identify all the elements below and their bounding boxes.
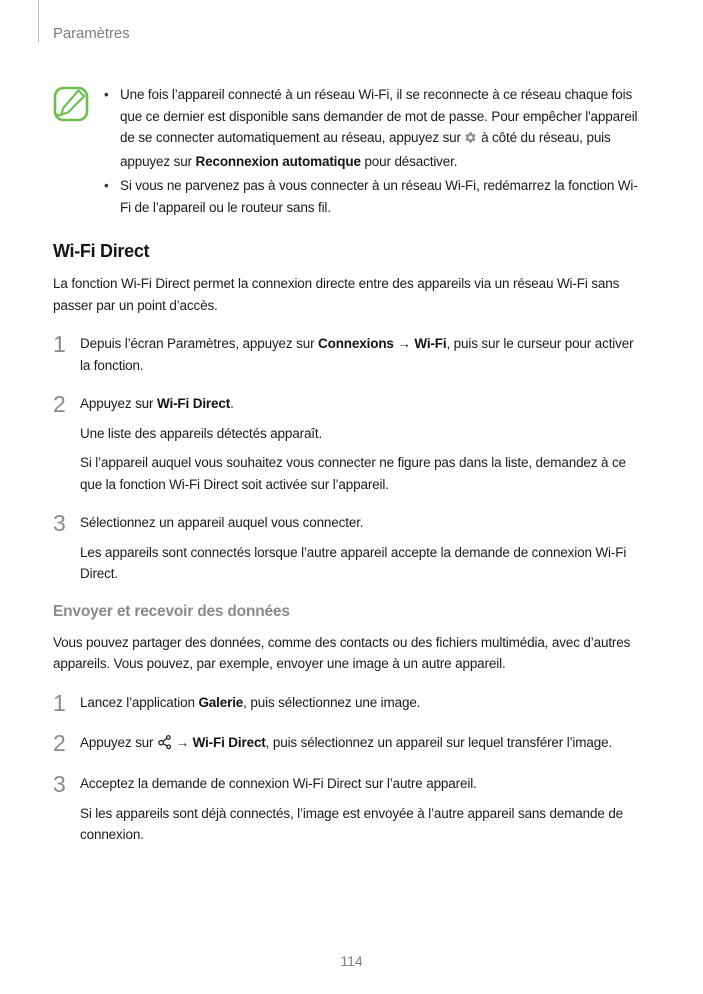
step-subtext: Une liste des appareils détectés apparaît. bbox=[80, 425, 323, 441]
note-bullet-list bbox=[120, 84, 644, 218]
arrow-glyph: → bbox=[172, 734, 193, 750]
share-icon bbox=[157, 734, 172, 757]
bullet-text: à côté du réseau, puis appuyez sur bbox=[120, 130, 611, 169]
bold-menu-item: Wi-Fi Direct bbox=[192, 734, 266, 750]
note-bullet bbox=[120, 175, 644, 218]
bold-menu-item: Wi-Fi Direct bbox=[157, 396, 231, 411]
step-text-part: Depuis l’écran Paramètres, appuyez sur bbox=[80, 336, 319, 351]
running-header: Paramètres bbox=[53, 25, 130, 42]
subsection-intro: Vous pouvez partager des données, comme des contacts ou des fichiers multimédia, avec d’autres appareils. Vous pouvez, par exemple, envoyer une image à un autre appareil. bbox=[53, 634, 631, 671]
step-text bbox=[80, 333, 646, 376]
step-subtext: Les appareils sont connectés lorsque l’autre appareil accepte la demande de connexion Wi-Fi Direct. bbox=[80, 544, 627, 581]
step-text-line: Sélectionnez un appareil auquel vous connecter. bbox=[80, 515, 364, 530]
step-text-part: Lancez l’application bbox=[80, 694, 199, 710]
step-subtext: Si l’appareil auquel vous souhaitez vous connecter ne figure pas dans la liste, demandez à ce que la fonction Wi-Fi Direct soit activée sur l’appareil. bbox=[80, 455, 626, 492]
step-text-line: Acceptez la demande de connexion Wi-Fi Direct sur l’autre appareil. bbox=[80, 776, 477, 791]
step-number: 2 bbox=[53, 729, 66, 756]
section-title-wifi-direct: Wi-Fi Direct bbox=[53, 241, 150, 261]
step-1 bbox=[53, 333, 650, 376]
step-text bbox=[80, 773, 646, 846]
section-intro: La fonction Wi-Fi Direct permet la connexion directe entre des appareils via un réseau Wi-Fi sans passer par un point d’accès. bbox=[53, 276, 620, 313]
subsection-title-send-receive: Envoyer et recevoir des données bbox=[53, 602, 290, 620]
step-text-line bbox=[80, 393, 646, 415]
step-text-part: Appuyez sur bbox=[80, 396, 157, 411]
note-bullet bbox=[120, 84, 644, 172]
step-text bbox=[80, 512, 646, 585]
step-2 bbox=[53, 393, 650, 495]
arrow-glyph: → bbox=[393, 336, 415, 351]
bullet-text: Si vous ne parvenez pas à vous connecter à un réseau Wi-Fi, redémarrez la fonction Wi-Fi de l’appareil ou le routeur sans fil. bbox=[120, 178, 638, 215]
step-text-part: Appuyez sur bbox=[80, 734, 157, 750]
step-text bbox=[80, 732, 646, 757]
bold-app-name: Galerie bbox=[198, 694, 244, 710]
step-2 bbox=[53, 729, 650, 757]
step-3 bbox=[53, 512, 650, 585]
step-1 bbox=[53, 689, 650, 716]
step-number: 1 bbox=[53, 331, 66, 357]
step-text-part: , puis sur le curseur pour activer la fonction. bbox=[80, 336, 634, 373]
step-text bbox=[80, 393, 646, 495]
step-number: 2 bbox=[53, 391, 66, 417]
step-text bbox=[80, 692, 646, 715]
step-text-part: , puis sélectionnez une image. bbox=[243, 694, 421, 710]
bold-menu-item: Wi-Fi bbox=[414, 336, 447, 351]
header-divider bbox=[38, 0, 39, 42]
bold-setting-name: Reconnexion automatique bbox=[195, 153, 361, 169]
step-text-part: . bbox=[230, 396, 234, 411]
gear-icon bbox=[464, 129, 477, 151]
bullet-text: pour désactiver. bbox=[360, 153, 458, 169]
step-text-part: , puis sélectionnez un appareil sur lequel transférer l’image. bbox=[265, 734, 613, 750]
step-number: 1 bbox=[53, 689, 66, 716]
note-icon bbox=[53, 85, 89, 128]
page-content bbox=[53, 84, 650, 846]
page-number: 114 bbox=[340, 953, 363, 969]
note-block bbox=[53, 84, 650, 218]
step-3 bbox=[53, 773, 650, 846]
step-number: 3 bbox=[53, 510, 66, 536]
bullet-text: Une fois l’appareil connecté à un réseau Wi-Fi, il se reconnecte à ce réseau chaque fois que ce dernier est disponible sans demander de mot de passe. Pour empêcher l'appareil de se connecter automatiquement au réseau, appuyez sur bbox=[120, 87, 638, 145]
step-number: 3 bbox=[53, 771, 66, 797]
step-subtext: Si les appareils sont déjà connectés, l’image est envoyée à l’autre appareil sans demande de connexion. bbox=[80, 805, 624, 842]
bold-menu-item: Connexions bbox=[318, 336, 394, 351]
